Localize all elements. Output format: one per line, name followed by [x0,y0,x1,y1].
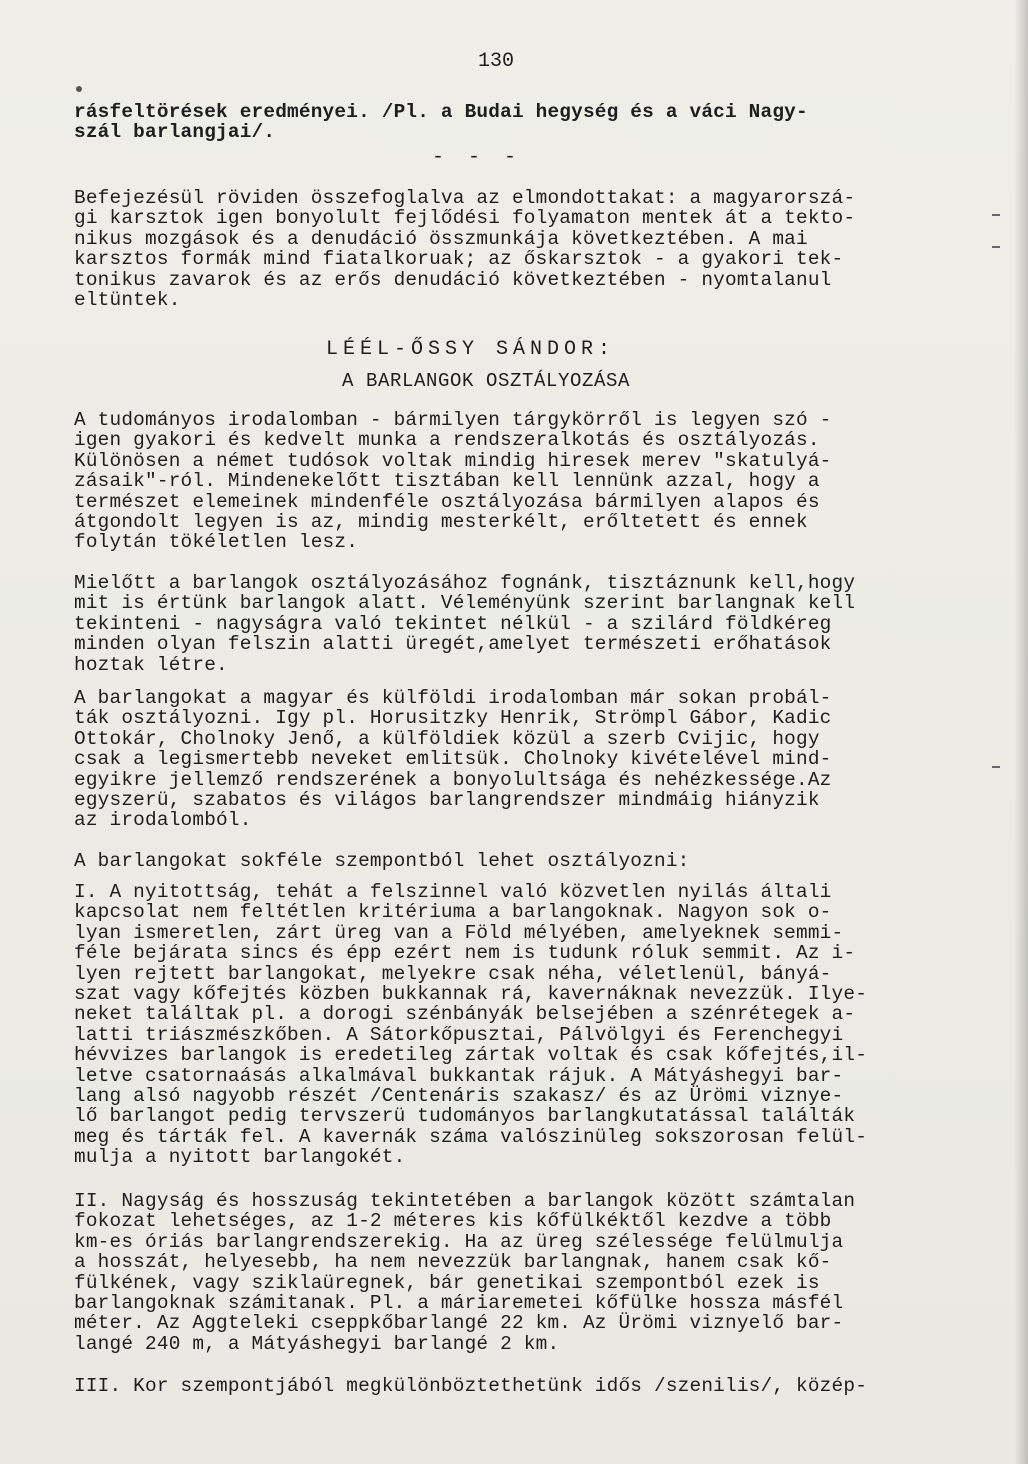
text-line: nikus mozgások és a denudáció összmunkája következtében. A mai [74,227,808,250]
paragraph-4 [74,851,954,871]
text-line: Mielőtt a barlangok osztályozásához fognánk, tisztáznunk kell,hogy [74,572,856,594]
conclusion-paragraph [74,188,954,310]
paragraph-7 [74,1376,954,1396]
text-line: barlangoknak számitanak. Pl. a máriaremetei kőfülke hossza másfél [74,1292,844,1315]
text-line: hoztak létre. [74,653,228,676]
margin-tick [992,766,1000,768]
text-line: tekinteni - nagyságra való tekintet nélkül - a szilárd földkéreg [74,612,832,635]
text-line: folytán tökéletlen lesz. [74,531,359,554]
page-edge-shadow [1014,0,1028,1464]
text-line: Ottokár, Cholnoky Jenő, a külföldiek közül a szerb Cvijic, hogy [74,727,820,750]
page-number: 130 [478,50,515,73]
margin-tick [992,214,1000,216]
text-line: eltüntek. [74,289,181,312]
text-line: fülkének, vagy sziklaüregnek, bár genetikai szempontból ezek is [74,1271,820,1294]
text-line: az irodalomból. [74,809,252,832]
author-heading: LÉÉL-ŐSSY SÁNDOR: [326,338,616,361]
text-line: minden olyan felszin alatti üregét,amelyet természeti erőhatások [74,633,832,656]
text-line: rásfeltörések eredményei. /Pl. a Budai hegység és a váci Nagy- [74,101,808,123]
margin-dot [76,86,82,92]
text-line: féle bejárata sincs és épp ezért nem is tudunk róluk semmit. Az i- [74,942,856,965]
text-line: A barlangokat sokféle szempontból lehet osztályozni: [74,850,690,872]
text-line: mit is értünk barlangok alatt. Véleményünk szerint barlangnak kell [74,592,856,615]
text-line: km-es óriás barlangrendszerekig. Ha az üreg szélessége felülmulja [74,1230,844,1253]
text-line: egyszerü, szabatos és világos barlangrendszer mindmáig hiányzik [74,789,820,812]
text-line: lő barlangot pedig tervszerü tudományos barlangkutatással találták [74,1105,856,1128]
text-line: III. Kor szempontjából megkülönböztethetünk idős /szenilis/, közép- [74,1375,868,1397]
text-line: kapcsolat nem feltétlen kritériuma a barlangoknak. Nagyon sok o- [74,901,832,924]
text-line: letve csatornaásás alkalmával bukkantak rájuk. A Mátyáshegyi bar- [74,1064,844,1087]
text-line: zásaik"-ról. Mindenekelőtt tisztában kell lennünk azzal, hogy a [74,470,820,493]
text-line: a hosszát, helyesebb, ha nem nevezzük barlangnak, hanem csak kő- [74,1251,832,1274]
article-title: A BARLANGOK OSZTÁLYOZÁSA [342,370,631,392]
text-line: tonikus zavarok és az erős denudáció következtében - nyomtalanul [74,268,832,291]
text-line: meg és tárták fel. A kavernák száma valószinüleg sokszorosan felül- [74,1125,868,1148]
text-line: hévvizes barlangok is eredetileg zártak voltak és csak kőfejtés,il- [74,1044,868,1067]
text-line: fokozat lehetséges, az 1-2 méteres kis kőfülkéktől kezdve a több [74,1210,832,1233]
paragraph-5 [74,882,954,1168]
text-line: latti triászmészkőben. A Sátorkőpusztai, Pálvölgyi és Ferenchegyi [74,1023,844,1046]
intro-block [74,102,954,143]
paragraph-3 [74,688,954,831]
text-line: igen gyakori és kedvelt munka a rendszeralkotás és osztályozás. [74,429,820,452]
text-line: szál barlangjai/. [74,121,276,144]
text-line: csak a legismertebb neveket emlitsük. Cholnoky kivételével mind- [74,748,832,771]
paragraph-2 [74,573,954,675]
text-line: A barlangokat a magyar és külföldi irodalomban már sokan probál- [74,687,832,709]
paragraph-6 [74,1191,954,1354]
text-line: egyikre jellemző rendszerének a bonyolultsága és nehézkessége.Az [74,768,832,791]
text-line: I. A nyitottság, tehát a felszinnel való közvetlen nyilás általi [74,881,832,903]
text-line: ták osztályozni. Igy pl. Horusitzky Henrik, Strömpl Gábor, Kadic [74,707,832,730]
text-line: mulja a nyitott barlangokét. [74,1146,406,1169]
section-separator: - - - [432,146,523,169]
text-line: II. Nagyság és hosszuság tekintetében a barlangok között számtalan [74,1190,856,1212]
text-line: A tudományos irodalomban - bármilyen tárgykörről is legyen szó - [74,409,832,431]
text-line: Befejezésül röviden összefoglalva az elmondottakat: a magyarorszá- [74,187,856,209]
text-line: lyen rejtett barlangokat, melyekre csak néha, véletlenül, bányá- [74,962,832,985]
text-line: méter. Az Aggteleki cseppkőbarlangé 22 km. Az Ürömi viznyelő bar- [74,1312,844,1335]
paragraph-1 [74,410,954,553]
text-line: szat vagy kőfejtés közben bukkannak rá, kavernáknak nevezzük. Ilye- [74,983,868,1006]
text-line: neket találtak pl. a dorogi szénbányák belsejében a szénrétegek a- [74,1003,856,1026]
text-line: gi karsztok igen bonyolult fejlődési folyamaton mentek át a tekto- [74,207,856,230]
text-line: átgondolt legyen is az, mindig mesterkélt, erőltetett és ennek [74,511,808,534]
text-line: lyan ismeretlen, zárt üreg van a Föld mélyében, amelyeknek semmi- [74,921,844,944]
text-line: lang alsó nagyobb részét /Centenáris szakasz/ és az Ürömi viznye- [74,1085,844,1108]
text-line: langé 240 m, a Mátyáshegyi barlangé 2 km. [74,1332,560,1355]
text-line: Különösen a német tudósok voltak mindig hiresek merev "skatulyá- [74,449,832,472]
text-line: természet elemeinek mindenféle osztályozása bármilyen alapos és [74,490,820,513]
margin-tick [992,246,1000,248]
text-line: karsztos formák mind fiatalkoruak; az őskarsztok - a gyakori tek- [74,248,844,271]
